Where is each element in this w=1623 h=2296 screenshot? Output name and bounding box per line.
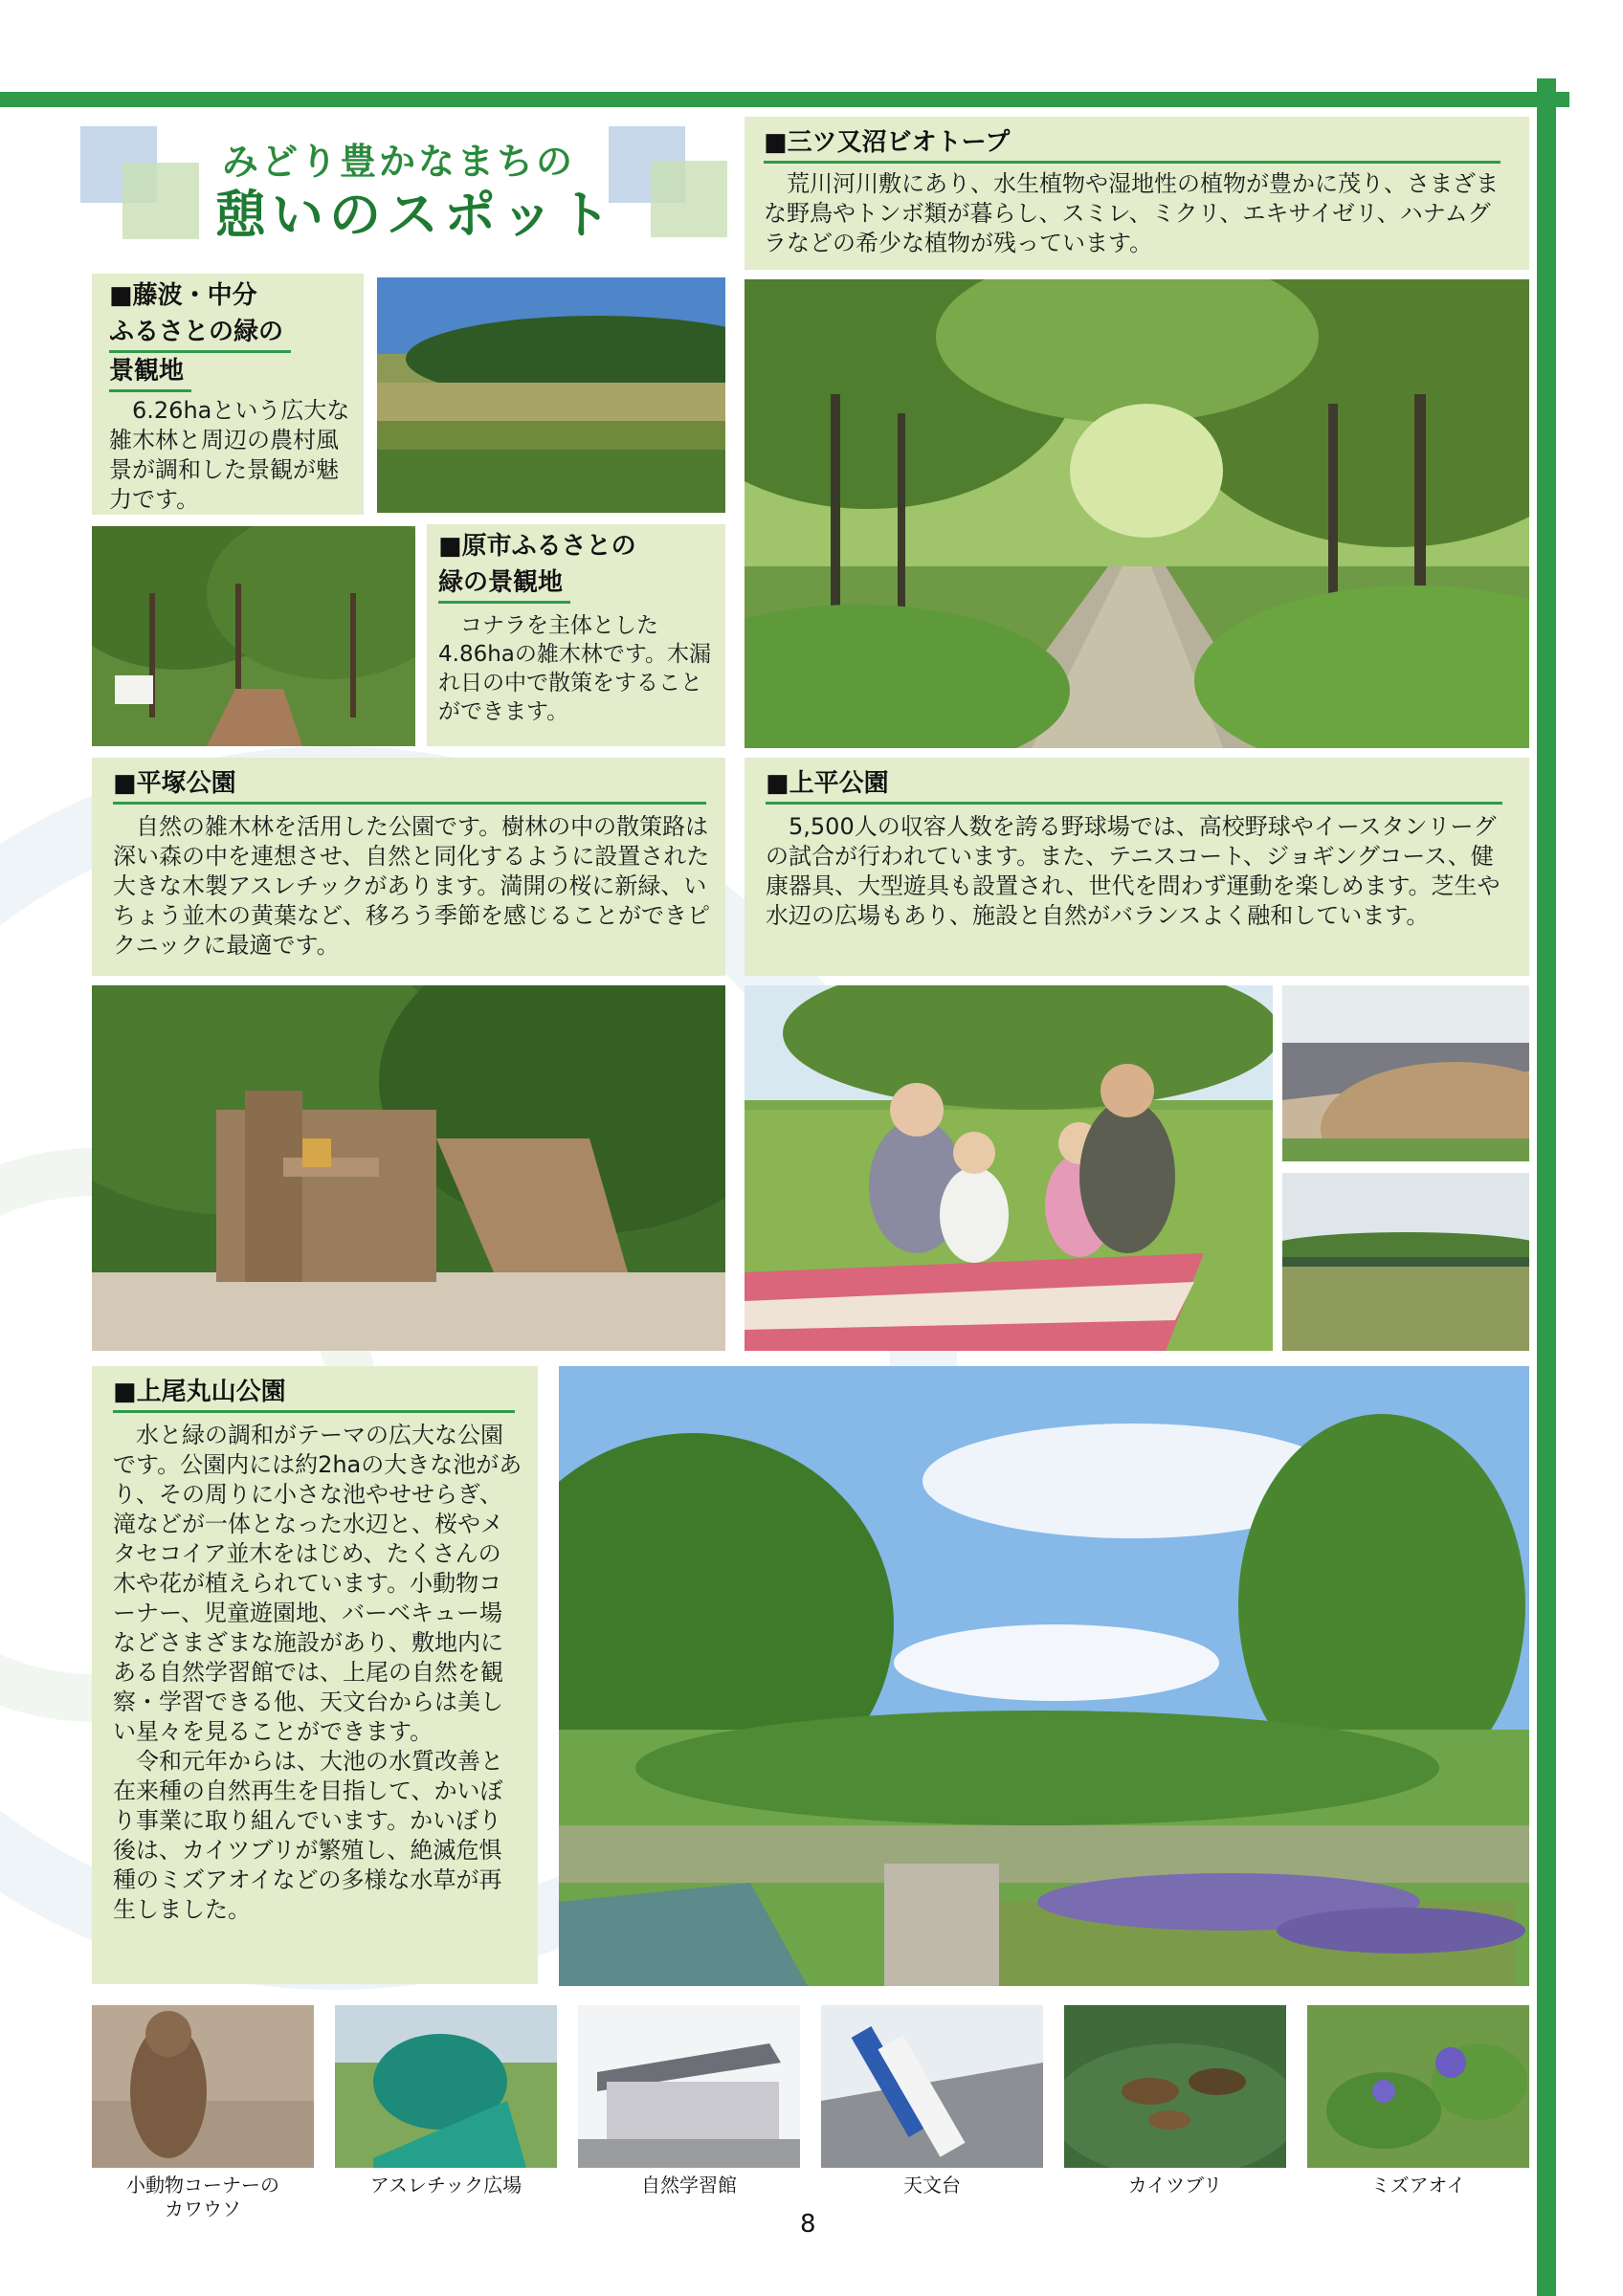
mitsumata-body: 荒川河川敷にあり、水生植物や湿地性の植物が豊かに茂り、さまざまな野鳥やトンボ類が暮らし、スミレ、ミクリ、エキサイゼリ、ハナムグラなどの希少な植物が残っています。 (764, 170, 1499, 256)
maruyama-heading: ■上尾丸山公園 (113, 1374, 515, 1413)
right-green-bar (1537, 78, 1556, 2296)
maruyama-main-photo (559, 1366, 1529, 1986)
maruyama-panel (92, 1366, 538, 1984)
kamidaira-panel (745, 758, 1529, 976)
museum-caption: 自然学習館 (641, 2174, 737, 2197)
observatory-photo (821, 2005, 1043, 2168)
hiratsuka-panel (92, 758, 725, 976)
mitsumata-photo (745, 279, 1529, 748)
otter-photo (92, 2005, 314, 2168)
maruyama-body-2: 令和元年からは、大池の水質改善と在来種の自然再生を目指して、かいぼり事業に取り組んでいます。かいぼり後は、カイツブリが繁殖し、絶滅危惧種のミズアオイなどの多様な水草が再生しました。 (113, 1748, 503, 1923)
grebe-caption: カイツブリ (1127, 2174, 1223, 2197)
mitsumata-panel (745, 117, 1529, 270)
hiratsuka-photo (92, 985, 725, 1351)
maruyama-body-1: 水と緑の調和がテーマの広大な公園です。公園内には約2haの大きな池があり、その周りに小さな池やせせらぎ、滝などが一体となった水辺と、桜やメタセコイア並木をはじめ、たくさんの木や花が植えられています。小動物コーナー、児童遊園地、バーベキュー場などさまざまな施設があり、敷地内にある自然学習館では、上尾の自然を観察・学習できる他、天文台からは美しい星々を見ることができます。 (113, 1422, 522, 1745)
title-deco-left-2 (122, 163, 199, 239)
fujinami-panel (92, 274, 364, 515)
haraichi-panel (427, 524, 725, 746)
kamidaira-stadium-photo (1282, 985, 1529, 1161)
kamidaira-body: 5,500人の収容人数を誇る野球場では、高校野球やイースタンリーグの試合が行われています。また、テニスコート、ジョギングコース、健康器具、大型遊具も設置され、世代を問わず運動を楽しめます。芝生や水辺の広場もあり、施設と自然がバランスよく融和しています。 (766, 813, 1501, 929)
kamidaira-heading: ■上平公園 (766, 765, 1502, 805)
athletic-photo (335, 2005, 557, 2168)
museum-photo (578, 2005, 800, 2168)
haraichi-heading-2: 緑の景観地 (438, 564, 570, 604)
kamidaira-family-photo (745, 985, 1273, 1351)
grebe-photo (1064, 2005, 1286, 2168)
hiratsuka-heading: ■平塚公園 (113, 765, 706, 805)
otter-caption-line-1: 小動物コーナーの (126, 2174, 279, 2197)
haraichi-body: コナラを主体とした4.86haの雑木林です。木漏れ日の中で散策をすることができます。 (438, 613, 712, 724)
title-line-2: 憩いのスポット (214, 184, 616, 245)
fujinami-photo (377, 277, 725, 513)
fujinami-heading-3: 景観地 (109, 353, 191, 392)
top-green-bar (0, 92, 1569, 107)
title-line-1: みどり豊かなまちの (222, 140, 576, 183)
haraichi-heading-1: ■原市ふるさとの (438, 532, 636, 561)
haraichi-photo (92, 526, 415, 746)
title-deco-right-2 (651, 161, 727, 237)
observatory-caption: 天文台 (903, 2174, 961, 2197)
otter-caption (92, 2174, 314, 2221)
hiratsuka-body: 自然の雑木林を活用した公園です。樹林の中の散策路は深い森の中を連想させ、自然と同化するように設置された大きな木製アスレチックがあります。満開の桜に新緑、いちょう並木の黄葉など、移ろう季節を感じることができピクニックに最適です。 (113, 813, 710, 959)
bar-corner (1556, 92, 1569, 107)
mizuaoi-caption: ミズアオイ (1370, 2174, 1466, 2197)
title-block (80, 126, 731, 249)
fujinami-heading-2: ふるさとの緑の (109, 314, 291, 353)
mitsumata-heading: ■三ツ又沼ビオトープ (764, 124, 1501, 164)
fujinami-body: 6.26haという広大な雑木林と周辺の農村風景が調和した景観が魅力です。 (109, 397, 350, 513)
page-number: 8 (800, 2210, 816, 2239)
athletic-caption: アスレチック広場 (369, 2174, 522, 2197)
mizuaoi-photo (1307, 2005, 1529, 2168)
otter-caption-line-2: カワウソ (165, 2197, 241, 2220)
fujinami-heading-1: ■藤波・中分 (109, 281, 257, 310)
kamidaira-tennis-photo (1282, 1173, 1529, 1351)
